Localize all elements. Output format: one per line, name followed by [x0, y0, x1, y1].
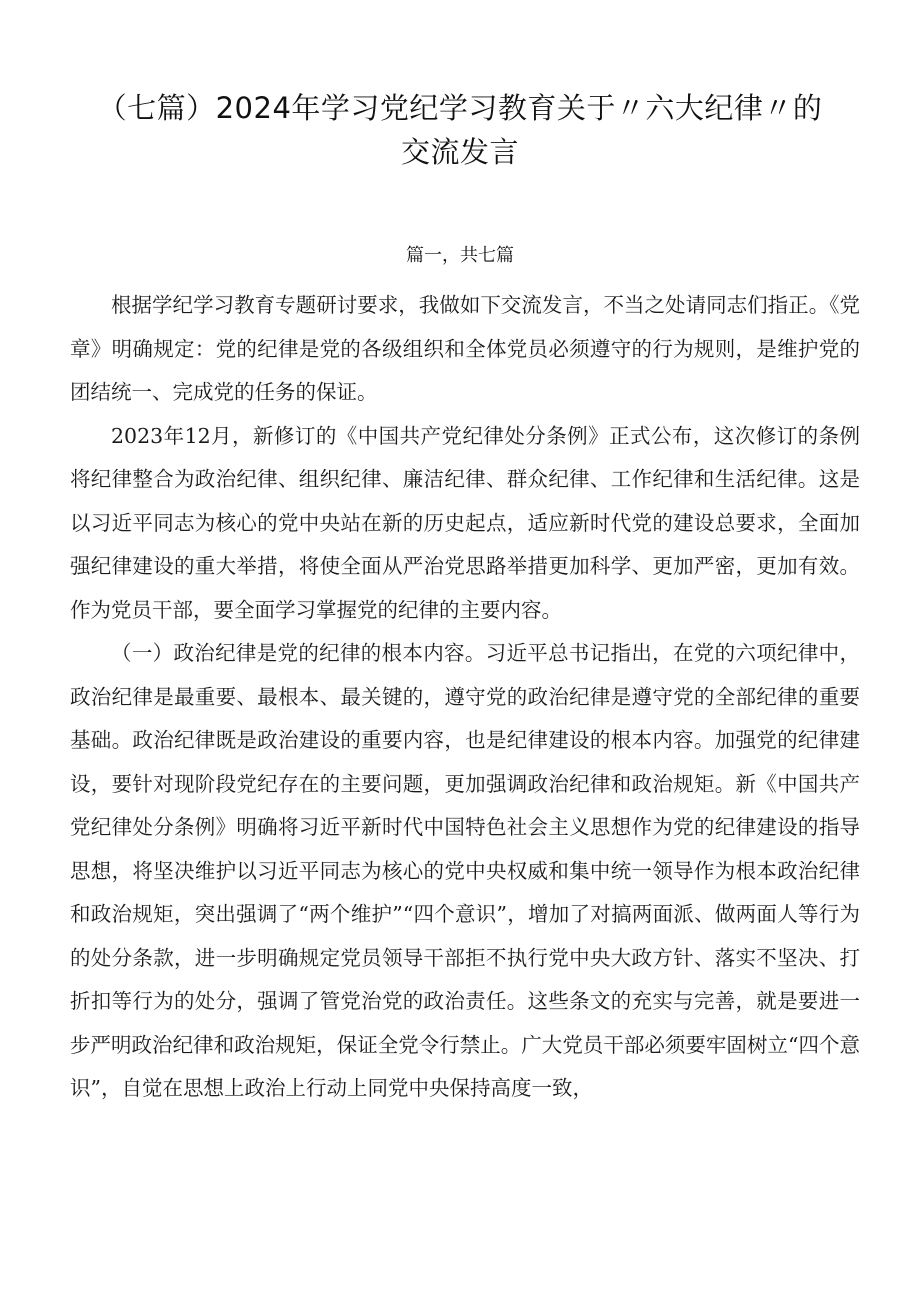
section-heading: 篇一，共七篇: [406, 245, 514, 266]
document-body: [70, 284, 860, 1111]
title-line-1: （七篇）2024年学习党纪学习教育关于〃六大纪律〃的: [97, 91, 823, 125]
document-title: [90, 86, 830, 174]
paragraph-1: 根据学纪学习教育专题研讨要求，我做如下交流发言，不当之处请同志们指正。《党章》明确规定：党的纪律是党的各级组织和全体党员必须遵守的行为规则，是维护党的团结统一、完成党的任务的保证。: [70, 293, 860, 404]
paragraph-2: 2023年12月，新修订的《中国共产党纪律处分条例》正式公布，这次修订的条例将纪律整合为政治纪律、组织纪律、廉洁纪律、群众纪律、工作纪律和生活纪律。这是以习近平同志为核心的党中央站在新的历史起点，适应新时代党的建设总要求，全面加强纪律建设的重大举措，将使全面从严治党思路举措更加科学、更加严密，更加有效。作为党员干部，要全面学习掌握党的纪律的主要内容。: [70, 423, 860, 622]
paragraph-3: （一）政治纪律是党的纪律的根本内容。习近平总书记指出，在党的六项纪律中，政治纪律是最重要、最根本、最关键的，遵守党的政治纪律是遵守党的全部纪律的重要基础。政治纪律既是政治建设的重要内容，也是纪律建设的根本内容。加强党的纪律建设，要针对现阶段党纪存在的主要问题，更加强调政治纪律和政治规矩。新《中国共产党纪律处分条例》明确将习近平新时代中国特色社会主义思想作为党的纪律建设的指导思想，将坚决维护以习近平同志为核心的党中央权威和集中统一领导作为根本政治纪律和政治规矩，突出强调了“两个维护”“四个意识”，增加了对搞两面派、做两面人等行为的处分条款，进一步明确规定党员领导干部拒不执行党中央大政方针、落实不坚决、打折扣等行为的处分，强调了管党治党的政治责任。这些条文的充实与完善，就是要进一步严明政治纪律和政治规矩，保证全党令行禁止。广大党员干部必须要牢固树立“四个意识”，自觉在思想上政治上行动上同党中央保持高度一致，: [70, 641, 860, 1100]
title-line-2: 交流发言: [400, 135, 519, 169]
